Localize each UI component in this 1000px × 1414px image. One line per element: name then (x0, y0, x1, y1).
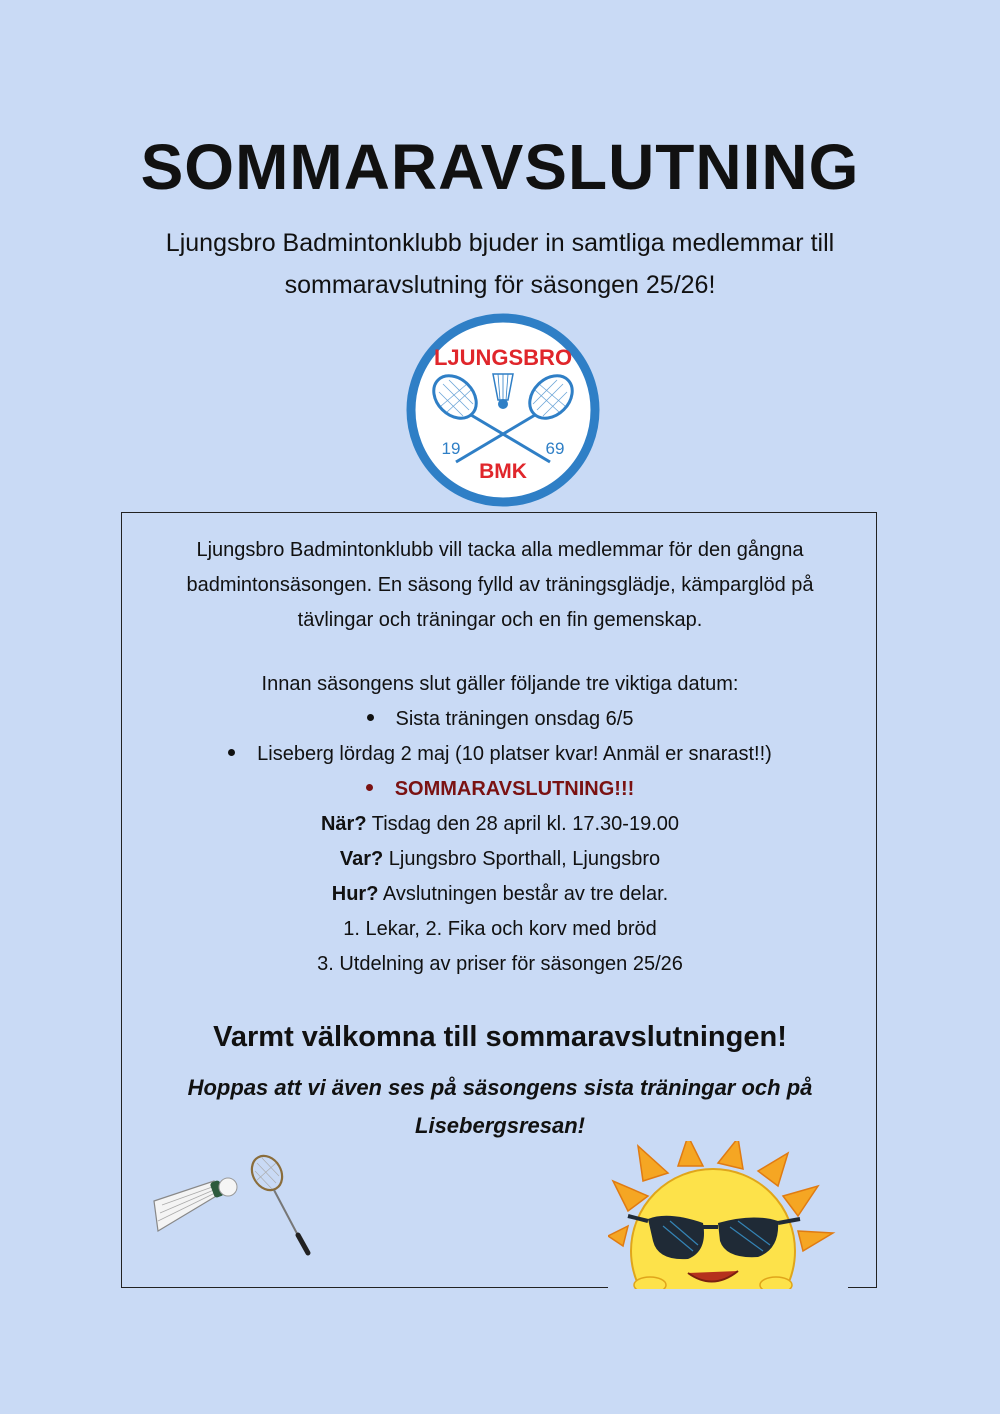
detail-where (122, 842, 878, 877)
logo-top-text: LJUNGSBRO (433, 345, 573, 370)
thanks-line-3: tävlingar och träningar och en fin gemenskap. (297, 609, 703, 631)
logo-year-right: 69 (545, 439, 565, 458)
dates-intro: Innan säsongens slut gäller följande tre viktiga datum: (261, 673, 739, 695)
thanks-line-1: Ljungsbro Badmintonklubb vill tacka alla medlemmar för den gångna (196, 539, 804, 561)
bullet-item-liseberg (122, 737, 878, 772)
detail-parts-line-2: 3. Utdelning av priser för säsongen 25/26 (317, 953, 683, 975)
bullet-dot-icon (366, 784, 373, 791)
club-logo (405, 312, 601, 508)
sun-hand-right (760, 1277, 792, 1289)
bullet-dot-icon (228, 749, 235, 756)
bullet-dot-icon (367, 714, 374, 721)
logo-bottom-text: BMK (479, 460, 527, 483)
where-label: Var? (339, 848, 384, 870)
how-label: Hur? (331, 883, 379, 905)
hope-line-1: Hoppas att vi även ses på säsongens sista träningar och på (187, 1075, 813, 1100)
where-value: Ljungsbro Sporthall, Ljungsbro (383, 848, 661, 870)
when-label: När? (320, 813, 367, 835)
thanks-paragraph (142, 533, 858, 638)
bullet-text: Sista träningen onsdag 6/5 (395, 708, 634, 730)
bullet-text: Liseberg lördag 2 maj (10 platser kvar! Anmäl er snarast!!) (257, 743, 772, 765)
sun-hand-left (634, 1277, 666, 1289)
poster-subtitle (100, 222, 900, 306)
when-value: Tisdag den 28 april kl. 17.30-19.00 (366, 813, 679, 835)
poster-title: SOMMARAVSLUTNING (140, 131, 860, 203)
how-value: Avslutningen består av tre delar. (378, 883, 669, 905)
sun-sunglasses-icon (608, 1141, 848, 1289)
subtitle-line-1: Ljungsbro Badmintonklubb bjuder in samtliga medlemmar till (165, 229, 835, 257)
hope-text (142, 1069, 858, 1145)
hope-line-2: Lisebergsresan! (415, 1113, 585, 1138)
shuttlecock-icon (154, 1178, 237, 1231)
detail-parts-line-1: 1. Lekar, 2. Fika och korv med bröd (343, 918, 657, 940)
bullet-item-last-training (122, 702, 878, 737)
detail-how (122, 877, 878, 912)
thanks-line-2: badmintonsäsongen. En säsong fylld av träningsglädje, kämparglöd på (186, 574, 814, 596)
detail-when (122, 807, 878, 842)
subtitle-line-2: sommaravslutning för säsongen 25/26! (284, 271, 716, 299)
logo-year-left: 19 (441, 439, 461, 458)
welcome-heading: Varmt välkomna till sommaravslutningen! (213, 1021, 787, 1053)
bullet-item-summer-closing (122, 772, 878, 807)
info-box (121, 512, 877, 1288)
racket-icon (246, 1153, 308, 1253)
bullet-text: SOMMARAVSLUTNING!!! (394, 778, 635, 800)
shuttlecock-racket-icon (152, 1153, 332, 1263)
